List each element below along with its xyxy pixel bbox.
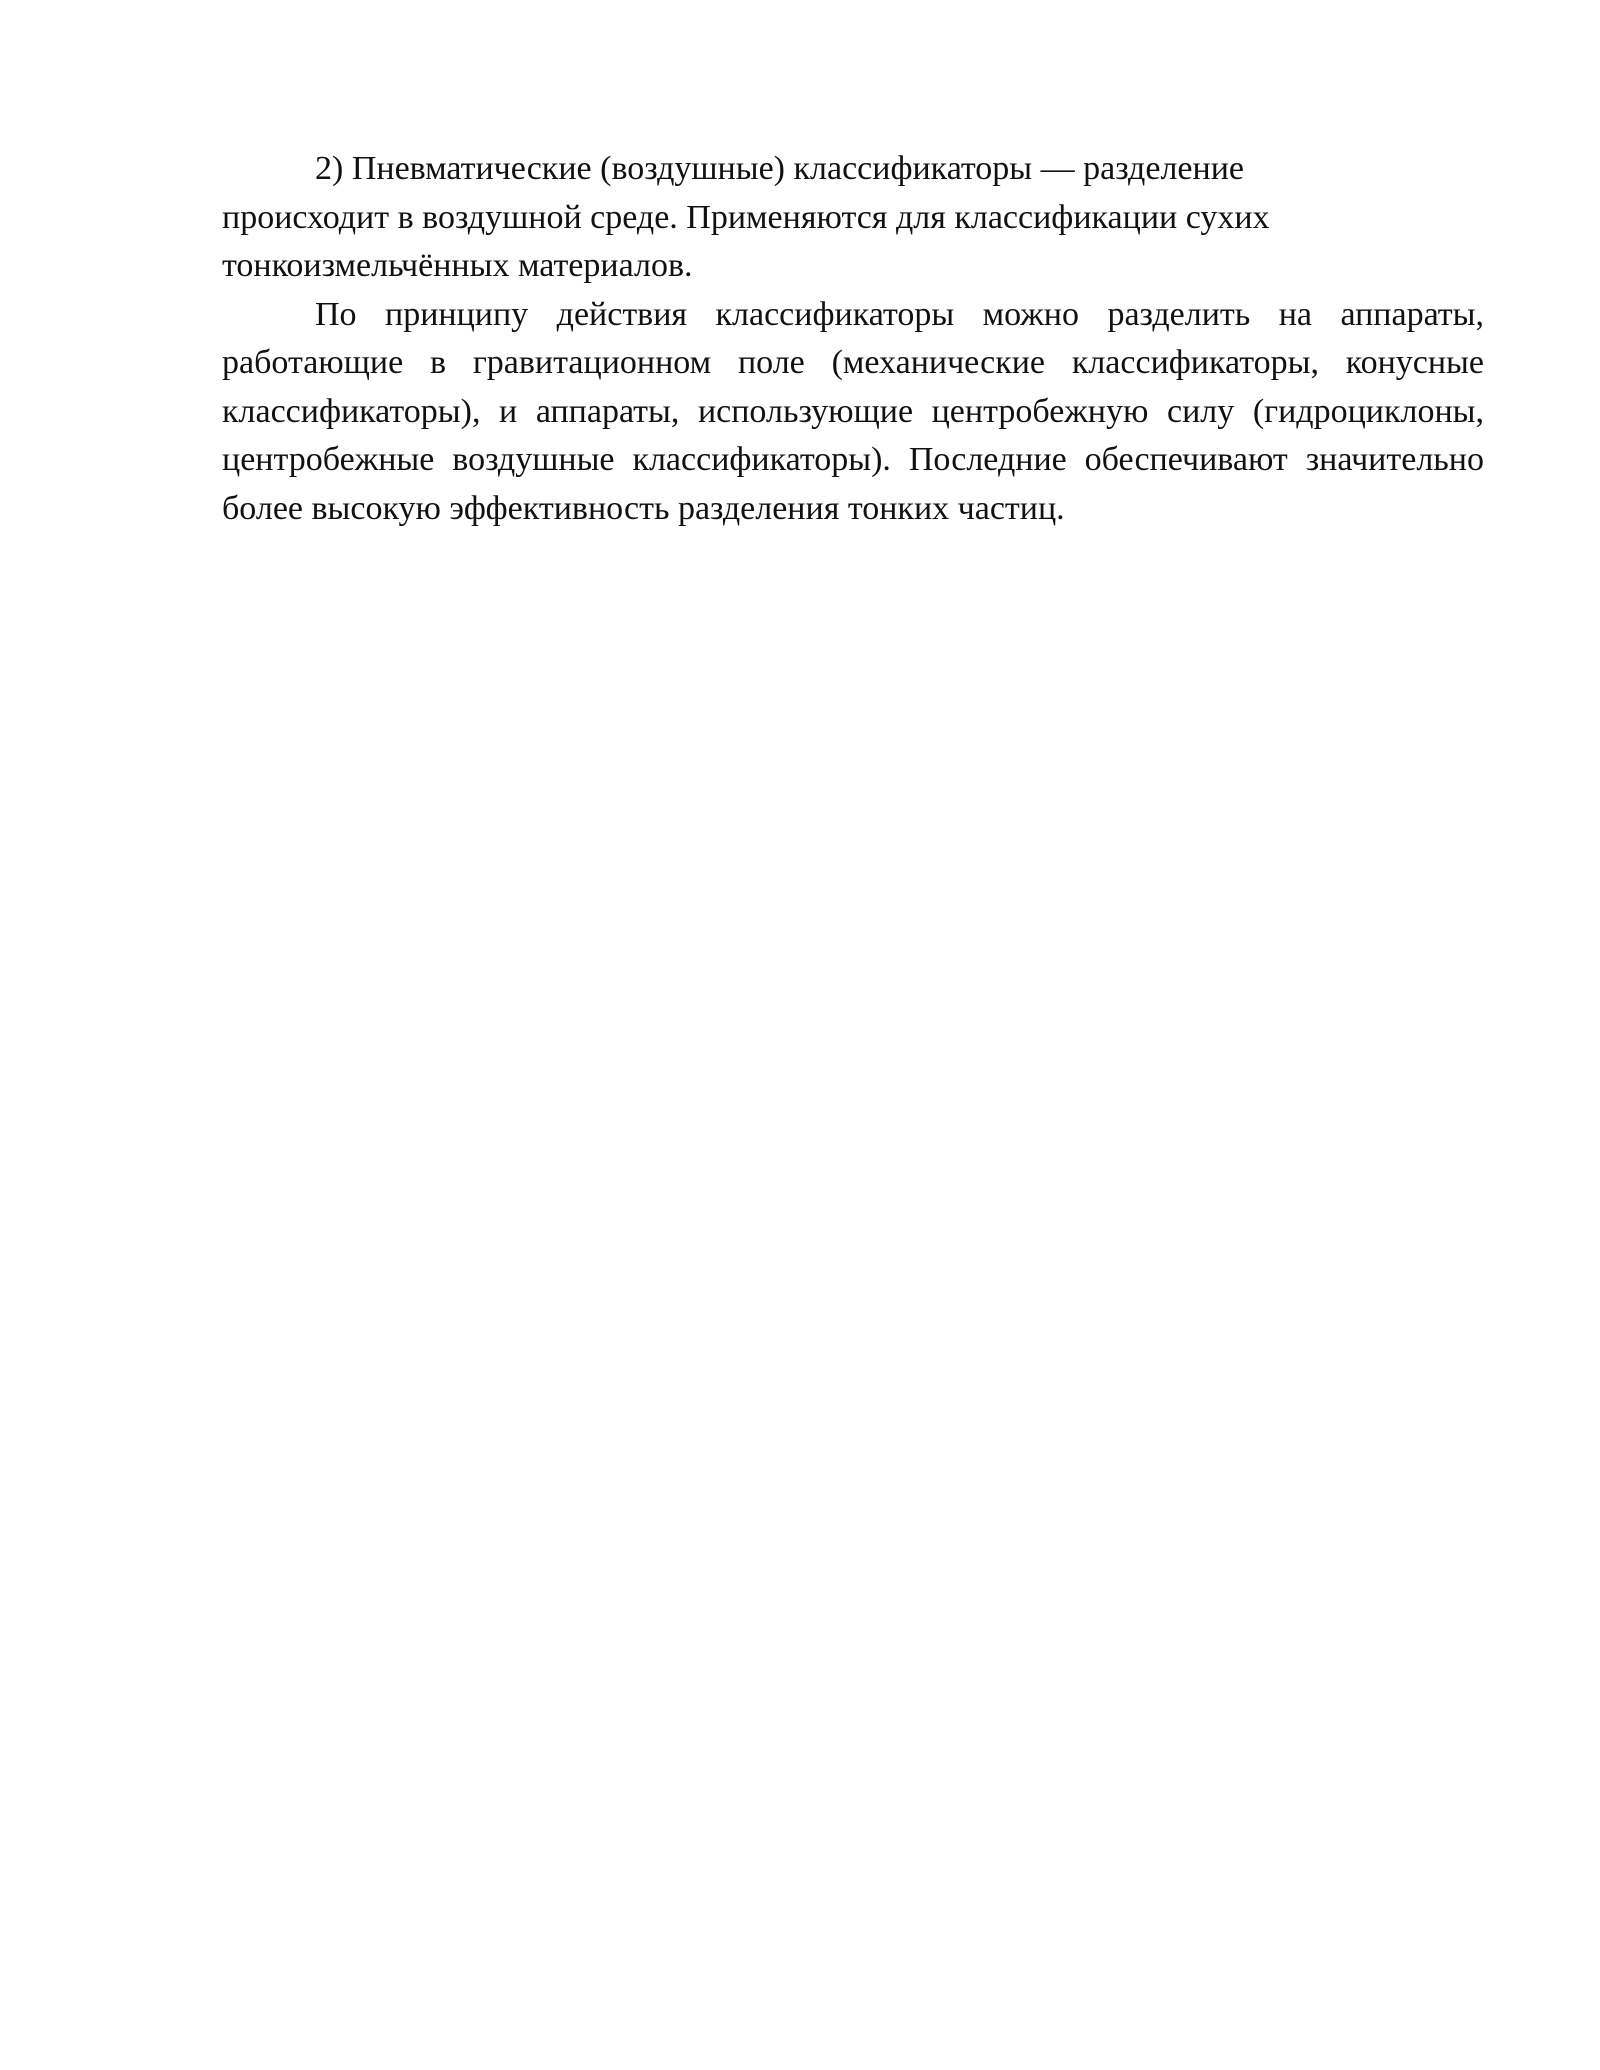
paragraph-line: 2) Пневматические (воздушные) классификаторы — разделение (315, 150, 1244, 187)
document-body (222, 145, 1484, 533)
paragraph-operating-principle: По принципу действия классификаторы можно разделить на аппараты, работающие в гравитационном поле (механические классификаторы, конусные классификаторы), и аппараты, использующие центробежную силу (гидроциклоны, центробежные воздушные классификаторы). Последние обеспечивают значительно более высокую эффективность разделения тонких частиц. (222, 295, 1484, 527)
paragraph-line: тонкоизмельчённых материалов. (222, 247, 693, 284)
paragraph-line: происходит в воздушной среде. Применяются для классификации сухих (222, 198, 1270, 236)
paragraph-pneumatic-classifiers (222, 145, 1484, 291)
